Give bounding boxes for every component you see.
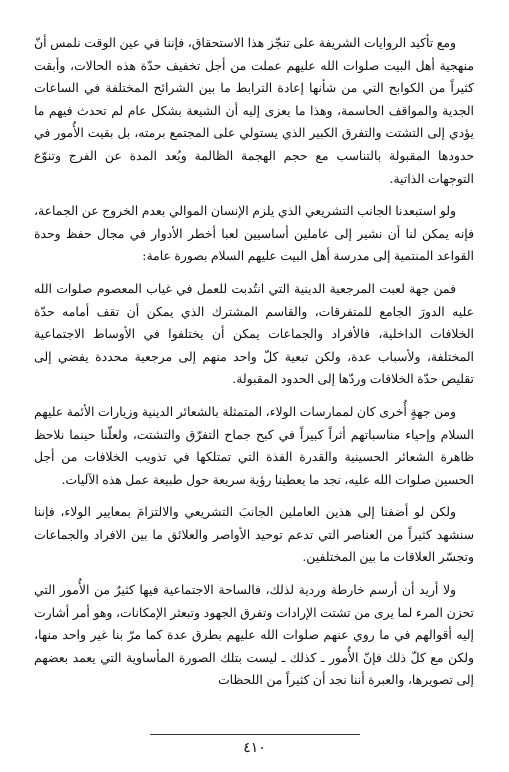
body-text	[34, 32, 474, 702]
paragraph: ومن جهةٍ أُخرى كان لممارسات الولاء، المتمثلة بالشعائر الدينية وزيارات الأئمة عليهم السلام وإحياء مناسباتهم أثراً كبيراً في كبح جماح التفرّق والتشتت، ولعلّنا حينما نلاحظ ظاهرة الشعائر الحسينية والقدرة الفذة التي تمتلكها في تذويب الخلافات من أجل الحسين صلوات الله عليه، نجد ما يعطينا رؤية سريعة حول طبيعة عمل هذه الآليات.	[34, 403, 474, 487]
paragraph: فمن جهة لعبت المرجعية الدينية التي انتُدبت للعمل في غياب المعصوم صلوات الله عليه الدورَ الجامع للمتفرقات، والقاسم المشترك الذي يمكن أن تقف أمامه حدّة الخلافات الداخلية، فالأفراد والجماعات يمكن أن يختلفوا في الأوساط الاجتماعية المختلفة، ولأسباب عدة، ولكن تبعية كلّ واحد منهم إلى مرجعية محددة يفضي إلى تقليص حدّة الخلافات وردّها إلى الحدود المقبولة.	[34, 280, 474, 387]
paragraph: ولو استبعدنا الجانب التشريعي الذي يلزم الإنسان الموالي بعدم الخروج عن الجماعة، فإنه يمكن لنا أن نشير إلى عاملين أساسيين لعبا أخطر الأدوار في مجال حفظ وحدة القواعد المنتمية إلى مدرسة أهل البيت عليهم السلام بصورة عامة:	[34, 203, 474, 264]
paragraph: ولكن لو أضفنا إلى هذين العاملين الجانبَ التشريعي والالتزامَ بمعايير الولاء، فإننا سنشهد كثيراً من العناصر التي تدعم توحيد الأواصر والعلائق ما بين الافراد والجماعات وتجسّر العلاقات ما بين المختلفين.	[34, 504, 474, 565]
page-number: ٤١٠	[243, 740, 266, 756]
footer-rule	[150, 734, 360, 735]
paragraph: ومع تأكيد الروايات الشريفة على تنجّز هذا الاستحقاق، فإننا في عين الوقت نلمس أنّ منهجية أهل البيت صلوات الله عليهم عملت من أجل تخفيف حدّة هذه الحالات، وأبقت كثيراً من الكوابح التي من شأنها إعادة الترابط ما بين الشرائح المختلفة في الساعات الجدية والمواقف الحاسمة، وهذا ما يعزى إليه أن الشيعة بشكل عام لم تحدث فيهم ما يؤدي إلى التشتت والتفرق الكبير الذي يستولي على المجتمع برمته، بل بقيت الأُمور في حدودها المقبولة بالتناسب مع حجم الهجمة الظالمة وبُعد المدة عن الفرج وتنوّع التوجهات الذاتية.	[34, 35, 474, 186]
paragraph: ولا أريد أن أرسم خارطة وردية لذلك، فالساحة الاجتماعية فيها كثيرٌ من الأُمور التي تحزن المرء لما يرى من تشتت الإرادات وتفرق الجهود وتبعثر الإمكانات، وهو أمر أشارت إليه أقوالهم في ما روي عنهم صلوات الله عليهم بطرق عدة كما مرّ بنا غير واحد منها، ولكن مع كلّ ذلك فإنّ الأُمور ـ كذلك ـ ليست بتلك الصورة المأساوية التي يعمد بعضهم إلى تصويرها، والعبرة أننا نجد أن كثيراً من اللحظات	[34, 582, 474, 688]
